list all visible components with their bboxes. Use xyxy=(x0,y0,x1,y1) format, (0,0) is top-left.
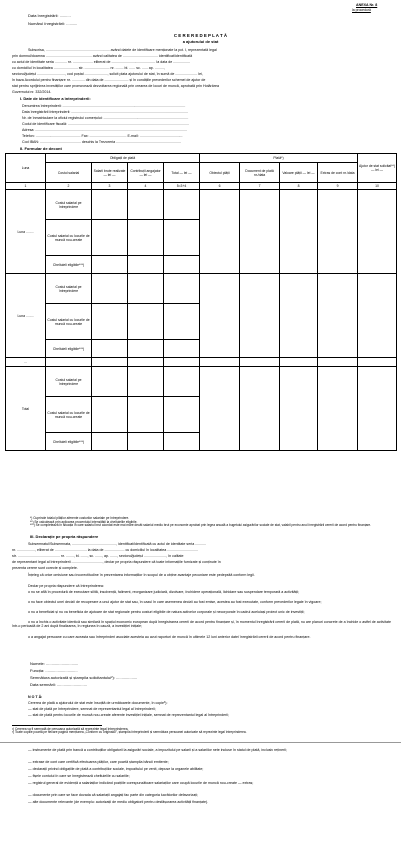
notes-item: — fișele contului în care se înregistrează cheltuielile cu salariile; xyxy=(28,774,130,778)
row-month-label: Luna ........ xyxy=(6,274,46,358)
table-footnote: ***) Se completează în situația în care salariul brut acordat este mai mare decât salariul mediu brut pe economie aprobat prin legea anuală a bugetului asigurărilor sociale de stat, valabil pentru anul înregistrării cererii de acord pentru finanțare. xyxy=(30,523,372,527)
col-number: 10 xyxy=(358,183,397,190)
notes-title: N O T Ă: xyxy=(28,695,43,699)
section-1-title: I. Date de identificare a întreprinderii: xyxy=(20,96,91,101)
col-number: 6 xyxy=(200,183,240,190)
col-number: 7 xyxy=(240,183,280,190)
field-trade-register-number: Nr. de înmatriculare la oficiul registrului comerțului: ..................................................................................... xyxy=(22,116,189,120)
header-state-aid: Ajutor de stat solicitat**) — lei — xyxy=(358,154,397,183)
col-number: 2 xyxy=(46,183,92,190)
table-footnote: **) Se calculează prin aplicarea procentului intensității la cheltuielile eligibile. xyxy=(30,520,138,524)
registration-date: Data înregistrării: .......... xyxy=(28,13,71,18)
settlement-table xyxy=(5,153,397,451)
header-contributions: Contribuții angajator — lei — xyxy=(128,163,164,183)
header-payment: Plată*) xyxy=(200,154,358,163)
row-salary-cost-new-jobs: Costul salarial cu locurile de muncă nou-create xyxy=(46,220,92,256)
declaration-line: prezenta cerere sunt corecte și complete. xyxy=(12,566,78,570)
intro-line: stat pentru sprijinirea investițiilor care promovează dezvoltarea regională prin crearea de locuri de muncă, aprobată prin Hotărârea xyxy=(12,84,219,88)
notes-item: — declarații privind obligațiile de plată a contribuțiilor sociale, impozitului pe venit, depuse la organele abilitate; xyxy=(28,767,204,771)
intro-line: Guvernului nr. 332/2014. xyxy=(12,90,52,94)
intro-line: în baza Acordului pentru finanțare nr. ............. din data de ........................ și în condițiile prevederilor schemei de ajutor de xyxy=(12,78,206,82)
row-eligible-costs: Cheltuieli eligibile***) xyxy=(46,340,92,358)
declaration-bullet: o a angajat persoane cu care aceasta sau întreprinderi asociate acesteia au avut raporturi de muncă în ultimele 12 luni anterior datei înregistrării cererii de acord pentru finanțare. xyxy=(28,635,311,639)
declaration-paragraph: Declar pe propria răspundere că întreprinderea: xyxy=(28,584,104,588)
col-number: 4 xyxy=(128,183,164,190)
col-number: 9 xyxy=(318,183,358,190)
col-number: 8 xyxy=(280,183,318,190)
table-footnote: *) Cuprinde totalul plăților aferente costurilor salariale pe întreprindere. xyxy=(30,516,130,520)
declaration-bullet: o nu se află în procedură de executare silită, insolvență, faliment, reorganizare judiciară, dizolvare, închidere operațională, lichidare sau suspendare temporară a activității; xyxy=(28,590,300,594)
field-iban: Cod IBAN: ......................................... deschis la Trezoreria ................................................................. xyxy=(22,140,181,144)
header-payment-object: Obiectul plății xyxy=(200,163,240,183)
intro-line: sectorul/județul ............................, cod poștal ......................., solicit plata ajutorului de stat, în sumă de ...................... lei, xyxy=(12,72,203,76)
document-subtitle: a ajutorului de stat xyxy=(182,39,219,44)
notes-item: — instrumente de plată prin bancă a contribuțiilor obligatorii la asigurări sociale, a impozitului pe salarii și a salariilor nete incluse în statul de plată, inclusiv reținerii; xyxy=(28,748,287,752)
notes-footnote: ²) Cererea va fi semnată de persoana autorizată să reprezinte legal întreprinderea. xyxy=(12,727,129,731)
header-salary-cost: Costul salarial xyxy=(46,163,92,183)
notes-item: — documente prin care se face dovada că salariații angajați fac parte din categoria lucrătorilor defavorizați; xyxy=(28,793,198,797)
row-salary-cost-new-jobs: Costul salarial cu locurile de muncă nou-create xyxy=(46,397,92,433)
notes-footnote: ³) Toate copiile poartă pe fiecare pagină mențiunea „Conform cu originalul”, ștampila întreprinderii și semnătura persoanei autorizate să reprezinte legal întreprinderea. xyxy=(12,730,247,734)
declaration-line: Subsemnatul/Subsemnata, ............................................, identificat/identificată cu actul de identitate seria ........... xyxy=(28,542,207,546)
field-contacts: Telefon: ............................................. Fax: ..................................... E-mail: ........................................... xyxy=(22,134,183,138)
declaration-bullet: o nu face obiectul unei decizii de recuperare a unui ajutor de stat sau, în cazul în care asemenea decizii au fost emise, acestea au fost executate, conform prevederilor legale în vigoare; xyxy=(28,600,322,604)
row-more: ... xyxy=(6,358,46,367)
row-eligible-costs: Cheltuieli eligibile***) xyxy=(46,256,92,274)
declaration-line: de reprezentant legal al întreprinderii ..............................., declar pe propria răspundere că toate informațiile furnizate și conținute în xyxy=(12,560,221,564)
signature-date: Data semnării: ........................... xyxy=(30,682,87,687)
row-salary-cost-new-jobs: Costul salarial cu locurile de muncă nou-create xyxy=(46,304,92,340)
header-bank-statement: Extras de cont nr./data xyxy=(318,163,358,183)
intro-line: cu domiciliul în localitatea ........................ str. ......................... nr. ........ bl. ...... sc. ...... ap. ........., xyxy=(12,66,165,70)
field-registration-date: Data înregistrării întreprinderii: ..................................................................................................................... xyxy=(22,110,189,114)
field-company-name: Denumirea întreprinderii: ........................................................................................................................... xyxy=(22,104,186,108)
header-payment-value: Valoare plății — lei — xyxy=(280,163,318,183)
footnote-divider xyxy=(12,725,102,726)
col-number: 3 xyxy=(92,183,128,190)
field-fiscal-code: Codul de identificare fiscală: ......................................................................................................................... xyxy=(22,122,189,126)
declaration-bullet: o nu a închis o activitate identică sau similară în spațiul economic european după înregistrarea cererii de acord pentru finanțare și, în momentul înregistrării cererii de plată, nu are planuri concrete de a închide o astfel de activitate într-o perioadă de 2 ani după finalizarea, în regiunea în cauză, a investiției inițiale; xyxy=(12,620,391,629)
intro-line: Subscrisa, ................................................................ având datele de identificare menționate la pct. I, reprezentată legal xyxy=(28,48,217,52)
row-total-label: Total xyxy=(6,367,46,451)
col-number: 1 xyxy=(6,183,46,190)
col-number: 5=3+4 xyxy=(164,183,200,190)
notes-item: — alte documente relevante (de exemplu: autorizații de mediu obligatorii pentru desfășurarea activității finanțate). xyxy=(28,800,209,804)
field-address: Adresa: ........................................................................................................................................................ xyxy=(22,128,188,132)
section-3-title: III. Declarație pe propria răspundere xyxy=(30,534,99,539)
intro-line: cu actul de identitate seria ............ nr. .................... eliberat de ............................................ la data de ................. xyxy=(12,60,191,64)
page-break xyxy=(0,742,401,743)
signature-authorized: Semnătura autorizată și ștampila solicitantului²): ................... xyxy=(30,675,138,680)
signature-name: Numele: ............................. xyxy=(30,661,79,666)
notes-item: — extrase de cont care certifică efectuarea plăților, care poartă ștampila băncii emitente; xyxy=(28,760,169,764)
intro-line: prin domnul/doamna .............................................. având calitatea de ................................... identificat/identificată xyxy=(12,54,193,58)
section-2-title: II. Formular de decont xyxy=(20,146,62,151)
row-month-label: Luna ........ xyxy=(6,190,46,274)
header-total: Total — lei — xyxy=(164,163,200,183)
header-payment-document: Document de plată nr./data xyxy=(240,163,280,183)
notes-item: — stat de plată pentru locurile de muncă nou-create aferente investiției inițiale, semnat de reprezentantul legal al întreprinderii; xyxy=(28,713,229,717)
declaration-line: str. .......................................... nr. ........, bl. ......., sc. ......., ap. ......., sectorul/județul ......................, în calitate xyxy=(12,554,184,558)
annex-title: ANEXA Nr. 8 xyxy=(356,3,378,7)
row-salary-cost: Costul salarial pe întreprindere xyxy=(46,367,92,397)
header-month: Luna xyxy=(6,154,46,183)
signature-function: Funcția: ............................. xyxy=(30,668,78,673)
declaration-line: nr. .................., eliberat de ................................ la data de .................... cu domiciliul în localitatea ............................... xyxy=(12,548,199,552)
row-salary-cost: Costul salarial pe întreprindere xyxy=(46,190,92,220)
row-eligible-costs: Cheltuieli eligibile***) xyxy=(46,433,92,451)
notes-intro: Cererea de plată a ajutorului de stat este însoțită de următoarele documente, în copie³): xyxy=(28,701,168,705)
header-payment-obligations: Obligații de plată xyxy=(46,154,200,163)
declaration-bullet: o nu a beneficiat și nu va beneficia de ajutoare de stat regionale pentru costuri eligibile de natura activelor corporale și necorporale în cadrul aceluiași proiect unic de investiții; xyxy=(28,610,305,614)
notes-item: — registrul general de evidență a salariaților indicând pozițiile corespunzătoare salariaților care ocupă locurile de muncă nou-create — extras; xyxy=(28,781,254,785)
notes-item: — stat de plată pe întreprindere, semnat de reprezentantul legal al întreprinderii; xyxy=(28,707,156,711)
annex-subtitle: la procedură xyxy=(352,8,371,12)
registration-number: Numărul înregistrării: .......... xyxy=(28,21,78,26)
header-gross-salaries: Salarii brute realizate — lei — xyxy=(92,163,128,183)
row-salary-cost: Costul salarial pe întreprindere xyxy=(46,274,92,304)
document-title: C E R E R E D E P L A T Ă xyxy=(173,33,228,38)
declaration-paragraph: Înțeleg că orice omisiune sau incorectitudine în prezentarea informațiilor în scopul de a obține avantaje pecuniare este pedepsită conform legii. xyxy=(28,573,255,577)
